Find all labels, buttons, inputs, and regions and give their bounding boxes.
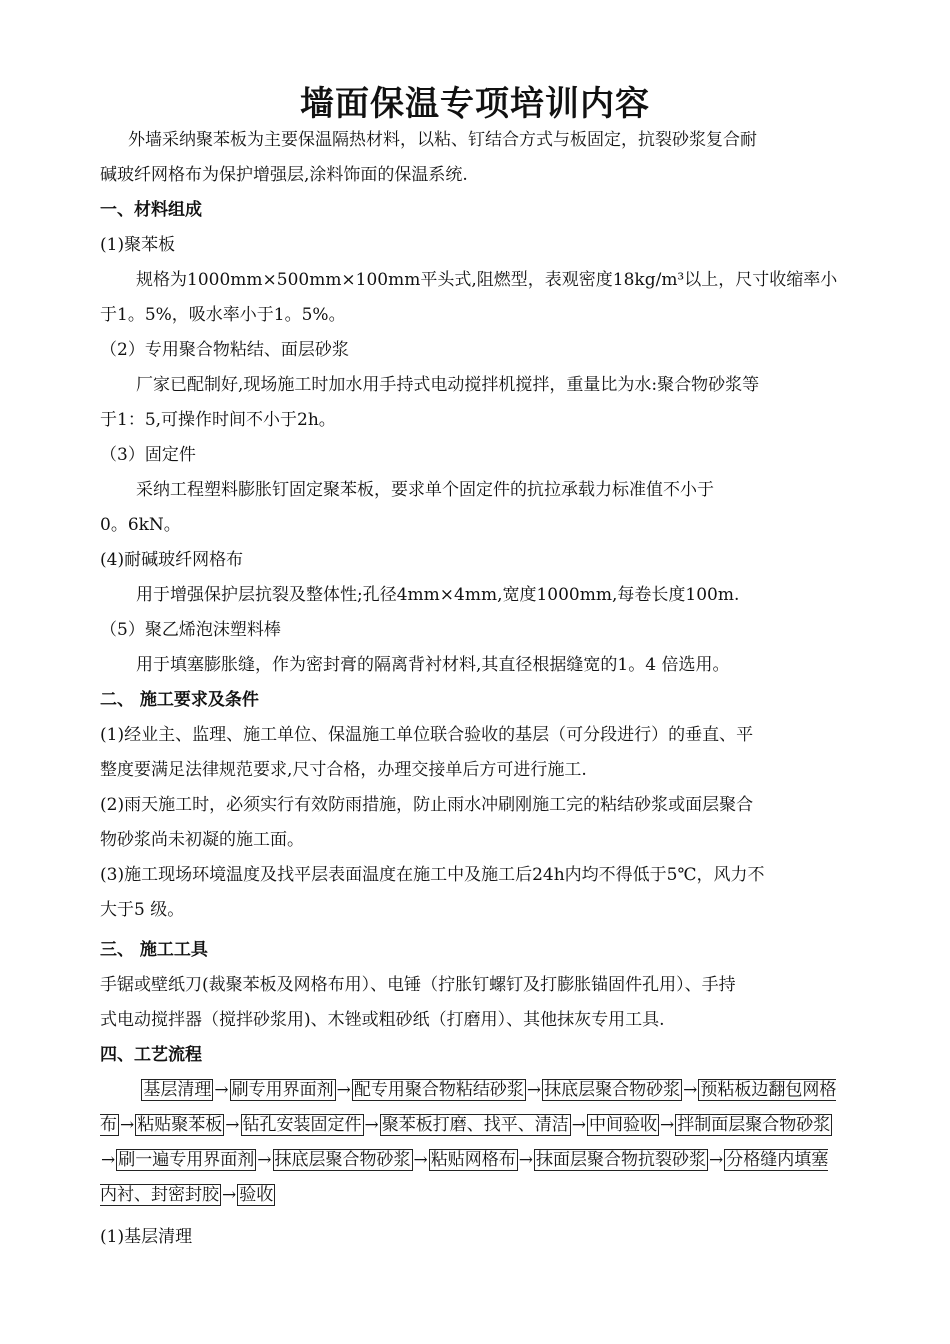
item-title-mortar: （2）专用聚合物粘结、面层砂浆 xyxy=(100,340,349,360)
item-text-line: 厂家已配制好,现场施工时加水用手持式电动搅拌机搅拌，重量比为水:聚合物砂浆等 xyxy=(136,375,760,395)
item-text-line: 规格为1000mm×500mm×100mm平头式,阻燃型，表观密度18kg/m³以上，尺寸收缩率小 xyxy=(136,270,838,290)
intro-line-2: 碱玻纤网格布为保护增强层,涂料饰面的保温系统. xyxy=(100,165,468,185)
subitem-base-cleaning: (1)基层清理 xyxy=(100,1227,193,1247)
process-step-box: 刷专用界面剂 xyxy=(231,1080,334,1100)
process-step-box: 粘贴网格布 xyxy=(430,1150,516,1170)
process-arrow: → xyxy=(336,1080,351,1100)
requirement-line: (1)经业主、监理、施工单位、保温施工单位联合验收的基层（可分段进行）的垂直、平 xyxy=(100,725,754,745)
process-arrow: → xyxy=(222,1185,237,1205)
process-step-box: 分格缝内填塞内衬、封密封胶 xyxy=(100,1150,829,1205)
item-title-foam-rod: （5）聚乙烯泡沫塑料棒 xyxy=(100,620,281,640)
process-step-box: 聚苯板打磨、找平、清洁 xyxy=(381,1115,569,1135)
tools-line: 手锯或壁纸刀(裁聚苯板及网格布用）、电锤（拧胀钉螺钉及打膨胀锚固件孔用）、手持 xyxy=(100,975,736,995)
process-step-box: 钻孔安装固定件 xyxy=(242,1115,362,1135)
process-arrow: → xyxy=(214,1080,229,1100)
process-arrow: → xyxy=(225,1115,240,1135)
process-step-box: 预粘板边翻包网格布 xyxy=(100,1080,837,1135)
item-title-fixings: （3）固定件 xyxy=(100,445,196,465)
item-text-line: 采纳工程塑料膨胀钉固定聚苯板，要求单个固定件的抗拉承载力标准值不小于 xyxy=(136,480,714,500)
process-flow xyxy=(100,1073,840,1213)
process-arrow: → xyxy=(660,1115,675,1135)
process-step-box: 拌制面层聚合物砂浆 xyxy=(677,1115,831,1135)
section-heading-process: 四、工艺流程 xyxy=(100,1045,202,1065)
item-text-line: 于1：5,可操作时间不小于2h。 xyxy=(100,410,336,430)
item-title-mesh: (4)耐碱玻纤网格布 xyxy=(100,550,244,570)
requirement-line: 大于5 级。 xyxy=(100,900,185,920)
page-title: 墙面保温专项培训内容 xyxy=(300,84,650,124)
process-step-box: 粘贴聚苯板 xyxy=(137,1115,223,1135)
requirement-line: (2)雨天施工时，必须实行有效防雨措施，防止雨水冲刷刚施工完的粘结砂浆或面层聚合 xyxy=(100,795,754,815)
section-heading-requirements: 二、 施工要求及条件 xyxy=(100,690,259,710)
process-step-box: 刷一遍专用界面剂 xyxy=(118,1150,255,1170)
process-step-box: 中间验收 xyxy=(589,1115,657,1135)
process-step-box: 验收 xyxy=(239,1185,274,1205)
process-step-box: 抹底层聚合物砂浆 xyxy=(544,1080,681,1100)
process-arrow: → xyxy=(518,1150,533,1170)
item-text-line: 用于增强保护层抗裂及整体性;孔径4mm×4mm,宽度1000mm,每卷长度100m. xyxy=(136,585,740,605)
section-heading-tools: 三、 施工工具 xyxy=(100,940,208,960)
process-arrow: → xyxy=(683,1080,698,1100)
requirement-line: 整度要满足法律规范要求,尺寸合格，办理交接单后方可进行施工. xyxy=(100,760,587,780)
process-step-box: 基层清理 xyxy=(143,1080,212,1100)
section-heading-materials: 一、材料组成 xyxy=(100,200,202,220)
process-arrow: → xyxy=(364,1115,379,1135)
item-title-eps-board: (1)聚苯板 xyxy=(100,235,176,255)
process-step-box: 配专用聚合物粘结砂浆 xyxy=(353,1080,524,1100)
requirement-line: (3)施工现场环境温度及找平层表面温度在施工中及施工后24h内均不得低于5℃，风力不 xyxy=(100,865,765,885)
item-text-line: 于1。5%，吸水率小于1。5%。 xyxy=(100,305,346,325)
process-arrow: → xyxy=(101,1150,116,1170)
item-text-line: 用于填塞膨胀缝，作为密封膏的隔离背衬材料,其直径根据缝宽的1。4 倍选用。 xyxy=(136,655,730,675)
tools-line: 式电动搅拌器（搅拌砂浆用)、木锉或粗砂纸（打磨用）、其他抹灰专用工具. xyxy=(100,1010,665,1030)
intro-line-1: 外墙采纳聚苯板为主要保温隔热材料，以粘、钉结合方式与板固定，抗裂砂浆复合耐 xyxy=(128,130,757,150)
process-arrow: → xyxy=(526,1080,542,1100)
process-arrow: → xyxy=(257,1150,272,1170)
process-arrow: → xyxy=(120,1115,135,1135)
process-arrow: → xyxy=(413,1150,428,1170)
process-arrow: → xyxy=(709,1150,724,1170)
item-text-line: 0。6kN。 xyxy=(100,515,181,535)
requirement-line: 物砂浆尚未初凝的施工面。 xyxy=(100,830,304,850)
process-step-box: 抹底层聚合物砂浆 xyxy=(274,1150,411,1170)
process-arrow: → xyxy=(571,1115,586,1135)
process-step-box: 抹面层聚合物抗裂砂浆 xyxy=(536,1150,706,1170)
